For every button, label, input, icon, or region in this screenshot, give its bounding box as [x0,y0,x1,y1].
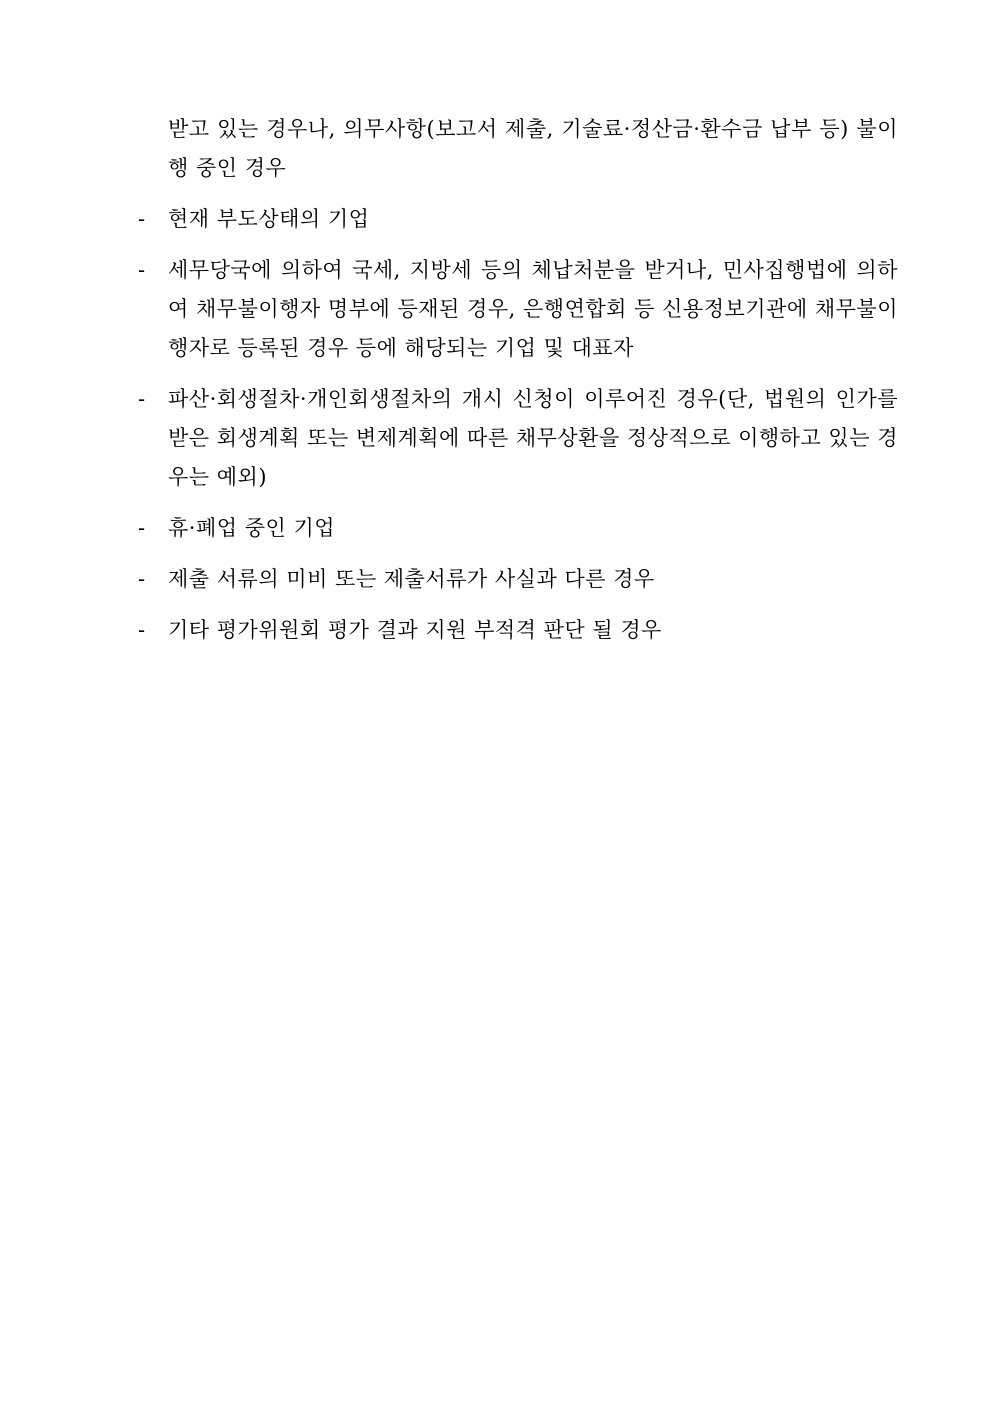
continuation-text: 받고 있는 경우나, 의무사항(보고서 제출, 기술료·정산금·환수금 납부 등) 불이행 중인 경우 [168,117,898,180]
list-item-text: 제출 서류의 미비 또는 제출서류가 사실과 다른 경우 [168,567,655,591]
list-item-text: 기타 평가위원회 평가 결과 지원 부적격 판단 될 경우 [168,618,662,642]
list-item [138,560,898,599]
list-item [138,380,898,497]
list-item-text: 휴·폐업 중인 기업 [168,516,336,540]
list-item-text: 세무당국에 의하여 국세, 지방세 등의 체납처분을 받거나, 민사집행법에 의하여 채무불이행자 명부에 등재된 경우, 은행연합회 등 신용정보기관에 채무불이행자로 등록된 경우 등에 해당되는 기업 및 대표자 [168,258,898,360]
bullet-dash: - [138,567,146,591]
list-item [138,509,898,548]
bullet-dash: - [138,207,146,231]
eligibility-exclusion-list [138,110,898,662]
list-item [138,200,898,239]
bullet-dash: - [138,618,146,642]
list-item [138,251,898,368]
list-item-text: 파산·회생절차·개인회생절차의 개시 신청이 이루어진 경우(단, 법원의 인가를 받은 회생계획 또는 변제계획에 따른 채무상환을 정상적으로 이행하고 있는 경우는 예외) [168,387,898,489]
list-item-continuation [138,110,898,188]
bullet-dash: - [138,387,146,411]
bullet-dash: - [138,516,146,540]
list-item [138,611,898,650]
bullet-dash: - [138,258,146,282]
list-item-text: 현재 부도상태의 기업 [168,207,370,231]
